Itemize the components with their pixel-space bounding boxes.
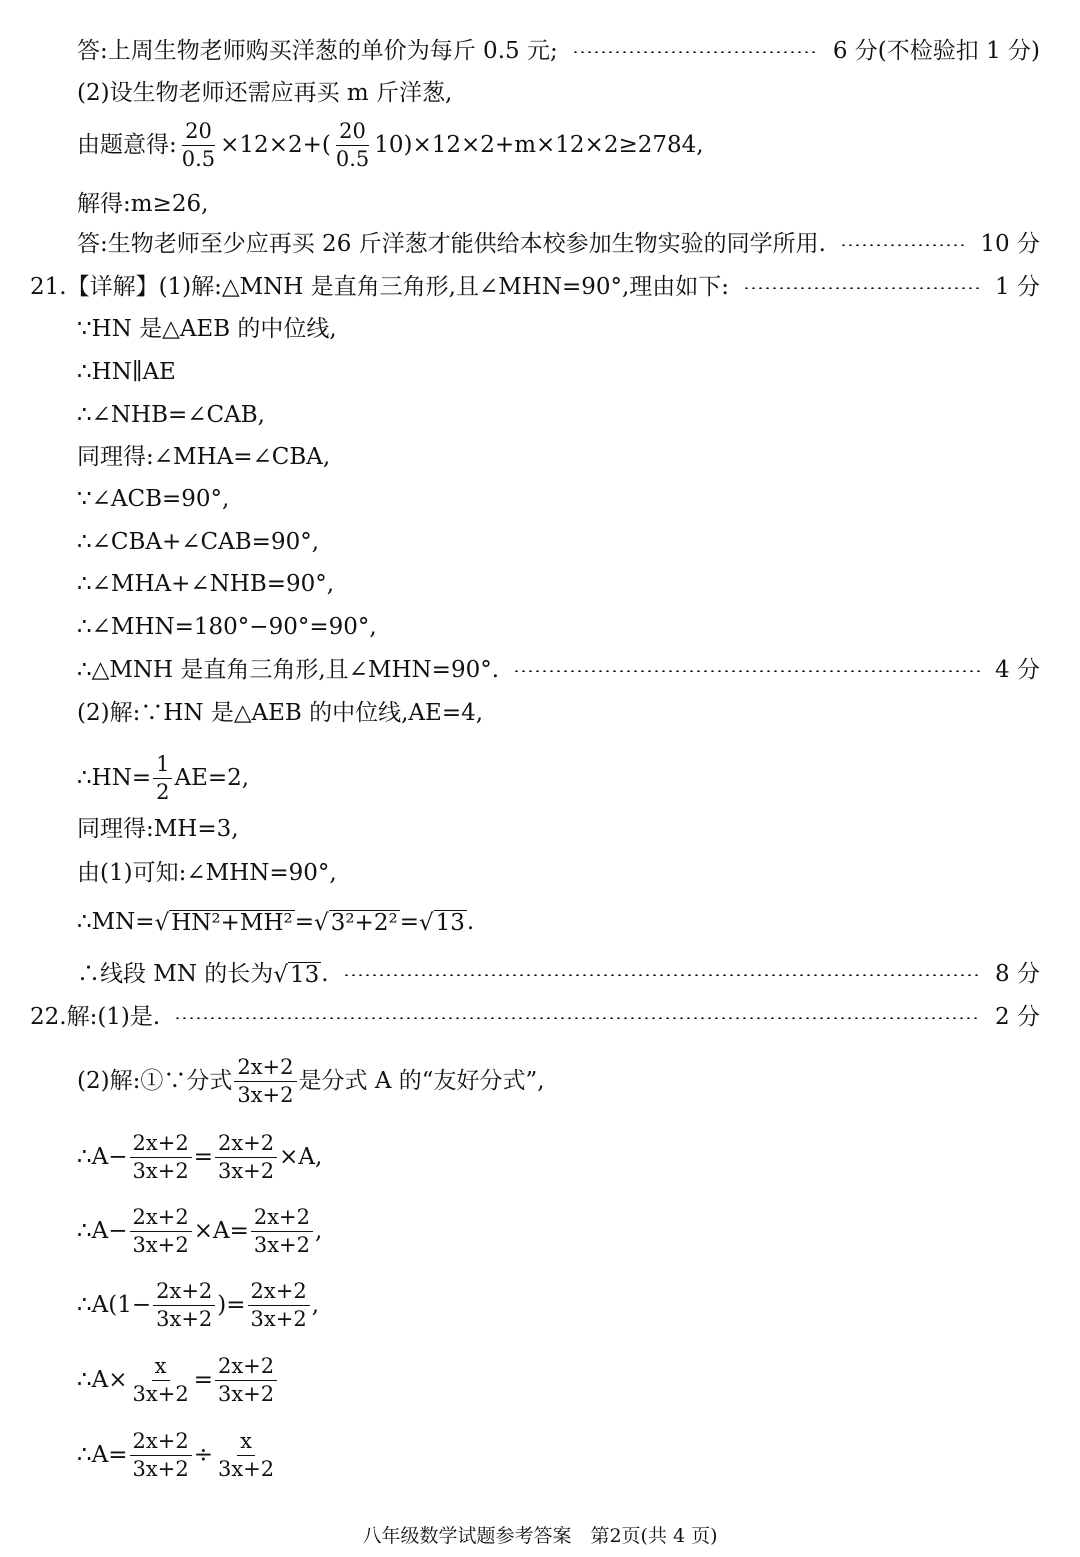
answer-line: (2)设生物老师还需应再买 m 斤洋葱, (77, 80, 453, 106)
equation-line: ∴A− $\frac{2x+2}{3x+2}$ = $\frac{2x+2}{3x+2}$ ×A, (77, 1131, 323, 1183)
fraction: $\frac{20}{0.5}$ (181, 119, 216, 171)
equation-line: ∴A= $\frac{2x+2}{3x+2}$ ÷ $\frac{x}{3x+2}$ (77, 1431, 1040, 1480)
leader-dots (513, 670, 981, 672)
proof-line: ∵∠ACB=90°, (77, 486, 230, 512)
proof-line: (2)解:∵HN 是△AEB 的中位线,AE=4, (77, 700, 484, 726)
equation-line: (2)解:①∵分式 $\frac{2x+2}{3x+2}$ 是分式 A 的“友好分式”, (77, 1055, 545, 1107)
square-root: √ HN²+MH² (154, 910, 293, 936)
fraction: $\frac{x}{3x+2}$ (132, 1354, 189, 1406)
fraction: $\frac{2x+2}{3x+2}$ (215, 1356, 277, 1405)
score: 8 分 (995, 961, 1040, 987)
leader-dots (743, 287, 981, 289)
fraction: $\frac{2x+2}{3x+2}$ (234, 1057, 296, 1106)
answer-line: 答:上周生物老师购买洋葱的单价为每斤 0.5 元; 6 分(不检验扣 1 分) (77, 38, 1040, 64)
square-root: √ 3²+2² (314, 910, 398, 936)
proof-line: ∴△MNH 是直角三角形,且∠MHN=90°. 4 分 (77, 657, 1040, 683)
proof-line: ∴∠CBA+∠CAB=90°, (77, 529, 320, 555)
fraction: $\frac{2x+2}{3x+2}$ (248, 1281, 310, 1330)
fraction: $\frac{2x+2}{3x+2}$ (130, 1431, 192, 1480)
proof-line: ∴线段 MN 的长为 √ 13 . 8 分 (77, 961, 1040, 988)
proof-line: ∴HN∥AE (77, 359, 176, 385)
score: 4 分 (995, 657, 1040, 683)
page-footer: 八年级数学试题参考答案 第2页(共 4 页) (362, 1525, 718, 1547)
proof-line: 由(1)可知:∠MHN=90°, (77, 860, 337, 886)
proof-line: ∴∠MHA+∠NHB=90°, (77, 571, 335, 597)
equation-line: 由题意得: $\frac{20}{0.5}$ ×12×2+( $\frac{20}{0.5}$ 10)×12×2+m×12×2≥2784, (77, 119, 704, 171)
equation-line: ∴A× $\frac{x}{3x+2}$ = $\frac{2x+2}{3x+2}$ (77, 1356, 1040, 1405)
score: 6 分(不检验扣 1 分) (832, 38, 1040, 64)
question-heading: 22.解:(1)是. 2 分 (30, 1004, 1040, 1030)
question-heading: 21.【详解】(1)解:△MNH 是直角三角形,且∠MHN=90°,理由如下: 1 分 (30, 274, 1040, 300)
proof-line: ∵HN 是△AEB 的中位线, (77, 316, 337, 342)
square-root: √ 13 (418, 910, 465, 936)
equation-line: ∴MN= √ HN²+MH² = √ 3²+2² = √ 13 . (77, 909, 475, 936)
fraction: $\frac{2x+2}{3x+2}$ (153, 1281, 215, 1330)
fraction: $\frac{x}{3x+2}$ (217, 1429, 275, 1481)
fraction: $\frac{1}{2}$ (153, 754, 172, 803)
leader-dots (343, 974, 981, 976)
square-root: √ 13 (273, 962, 320, 988)
equation-line: ∴HN= $\frac{1}{2}$ AE=2, (77, 752, 250, 804)
proof-line: 同理得:MH=3, (77, 816, 239, 842)
equation-line: ∴A− $\frac{2x+2}{3x+2}$ ×A= $\frac{2x+2}{3x+2}$ , (77, 1205, 323, 1257)
leader-dots (174, 1017, 981, 1019)
proof-line: ∴∠NHB=∠CAB, (77, 402, 265, 428)
fraction: $\frac{2x+2}{3x+2}$ (215, 1133, 277, 1182)
fraction: $\frac{2x+2}{3x+2}$ (130, 1133, 192, 1182)
leader-dots (840, 244, 966, 246)
answer-line: 答:生物老师至少应再买 26 斤洋葱才能供给本校参加生物实验的同学所用. 10 分 (77, 231, 1040, 257)
proof-line: ∴∠MHN=180°−90°=90°, (77, 614, 377, 640)
fraction: $\frac{2x+2}{3x+2}$ (130, 1207, 192, 1256)
score: 10 分 (980, 231, 1040, 257)
answer-line: 解得:m≥26, (77, 191, 209, 217)
equation-line: ∴A(1− $\frac{2x+2}{3x+2}$ )= $\frac{2x+2}{3x+2}$ , (77, 1279, 320, 1331)
score: 1 分 (995, 274, 1040, 300)
score: 2 分 (995, 1004, 1040, 1030)
leader-dots (572, 51, 819, 53)
fraction: $\frac{20}{0.5}$ (335, 119, 370, 171)
proof-line: 同理得:∠MHA=∠CBA, (77, 444, 331, 470)
fraction: $\frac{2x+2}{3x+2}$ (251, 1207, 313, 1256)
